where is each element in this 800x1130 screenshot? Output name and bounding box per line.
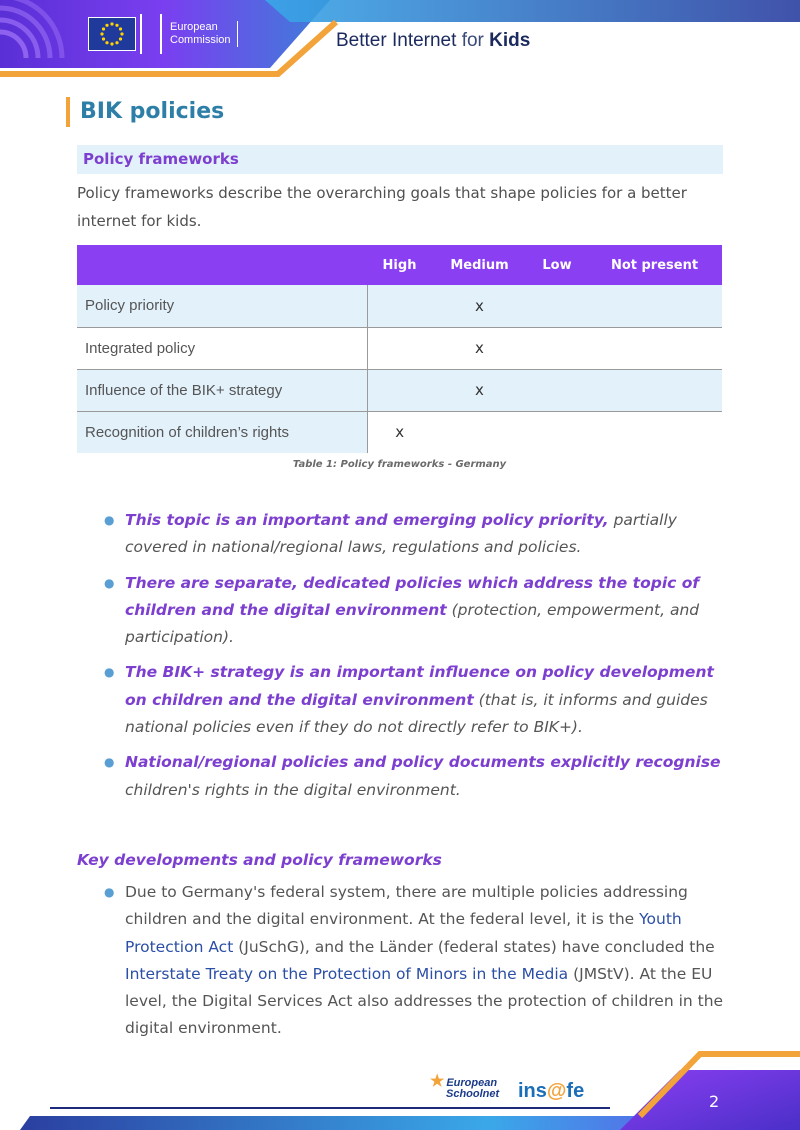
findings-list bbox=[77, 507, 737, 812]
european-schoolnet-logo bbox=[430, 1073, 500, 1100]
list-item bbox=[77, 507, 737, 562]
table-row bbox=[77, 327, 722, 369]
header-medium: Medium bbox=[432, 245, 527, 285]
page-title: BIK policies bbox=[66, 97, 224, 127]
interstate-treaty-link[interactable]: Interstate Treaty on the Protection of Minors in the Media bbox=[125, 964, 569, 983]
list-item bbox=[77, 749, 737, 804]
row-mark: x bbox=[432, 369, 527, 411]
footer-rule bbox=[50, 1107, 610, 1109]
header-low: Low bbox=[527, 245, 587, 285]
dev-text-1: Due to Germany's federal system, there are multiple policies addressing children and the digital environment. At the federal level, it is the bbox=[125, 883, 688, 929]
list-item bbox=[77, 659, 737, 741]
brand-for: for bbox=[461, 30, 490, 51]
commission-building-icon bbox=[140, 14, 162, 54]
section-intro: Policy frameworks describe the overarching goals that shape policies for a better internet for kids. bbox=[77, 184, 687, 230]
bullet-icon: ● bbox=[104, 575, 115, 590]
item-text: partially covered in national/regional laws, regulations and policies. bbox=[125, 511, 677, 557]
item-text: (protection, empowerment, and participation). bbox=[125, 600, 700, 647]
row-label: Policy priority bbox=[77, 285, 367, 327]
item-highlight: National/regional policies and policy documents explicitly recognise bbox=[125, 753, 721, 772]
insafe-part-a: ins bbox=[518, 1080, 547, 1102]
table-row bbox=[77, 285, 722, 327]
youth-protection-act-link[interactable]: Youth Protection Act bbox=[125, 910, 682, 956]
table-row bbox=[77, 411, 722, 453]
list-item bbox=[77, 570, 737, 652]
dev-text-3: (JMStV). At the EU level, the Digital Services Act also addresses the protection of children in the digital environment. bbox=[125, 964, 724, 1038]
insafe-part-b: fe bbox=[566, 1080, 585, 1102]
item-text: (that is, it informs and guides national policies even if they do not directly refer to BIK+). bbox=[125, 690, 708, 737]
row-label: Influence of the BIK+ strategy bbox=[77, 369, 367, 411]
developments-heading: Key developments and policy frameworks bbox=[77, 851, 442, 869]
header-not-present: Not present bbox=[587, 245, 722, 285]
table-row bbox=[77, 369, 722, 411]
org-line-2: Commission bbox=[170, 34, 231, 46]
bik-brand-title bbox=[336, 30, 530, 52]
dev-text-2: (JuSchG), and the Länder (federal states) have concluded the bbox=[233, 937, 715, 956]
bullet-icon: ● bbox=[104, 885, 115, 899]
footer-band bbox=[0, 1050, 800, 1130]
header-high: High bbox=[367, 245, 432, 285]
org-line-1: European bbox=[170, 21, 218, 33]
bullet-icon: ● bbox=[104, 665, 115, 680]
brand-main: Better Internet bbox=[336, 30, 462, 51]
table-header-row bbox=[77, 245, 722, 285]
eun-line-1: European bbox=[446, 1077, 498, 1089]
row-label: Integrated policy bbox=[77, 327, 367, 369]
developments-list bbox=[77, 879, 737, 1043]
row-mark: x bbox=[432, 327, 527, 369]
item-highlight: This topic is an important and emerging policy priority, bbox=[125, 511, 609, 529]
list-item bbox=[77, 879, 737, 1043]
european-commission-wordmark bbox=[170, 21, 238, 47]
page-footer bbox=[0, 1050, 800, 1130]
row-mark: x bbox=[395, 423, 405, 442]
header-blank bbox=[77, 245, 367, 285]
eun-line-2: Schoolnet bbox=[446, 1088, 500, 1100]
page-header bbox=[0, 0, 800, 90]
eu-flag-icon bbox=[88, 17, 136, 51]
row-label: Recognition of children’s rights bbox=[77, 411, 367, 453]
section-heading: Policy frameworks bbox=[77, 145, 723, 174]
page-number: 2 bbox=[709, 1092, 720, 1111]
bullet-icon: ● bbox=[104, 755, 115, 770]
brand-kids: Kids bbox=[489, 30, 531, 51]
star-icon: ★ bbox=[430, 1073, 445, 1090]
policy-frameworks-table bbox=[77, 245, 722, 453]
table-caption: Table 1: Policy frameworks - Germany bbox=[292, 459, 507, 470]
item-highlight: There are separate, dedicated policies which address the topic of children and the digital environment bbox=[125, 573, 700, 619]
european-commission-logo bbox=[88, 14, 238, 54]
item-highlight: The BIK+ strategy is an important influence on policy development on children and the digital environment bbox=[125, 663, 714, 709]
insafe-logo bbox=[518, 1080, 584, 1103]
item-text: children's rights in the digital environment. bbox=[125, 780, 461, 799]
insafe-at: @ bbox=[546, 1080, 567, 1102]
row-mark: x bbox=[432, 285, 527, 327]
bullet-icon: ● bbox=[104, 513, 115, 527]
